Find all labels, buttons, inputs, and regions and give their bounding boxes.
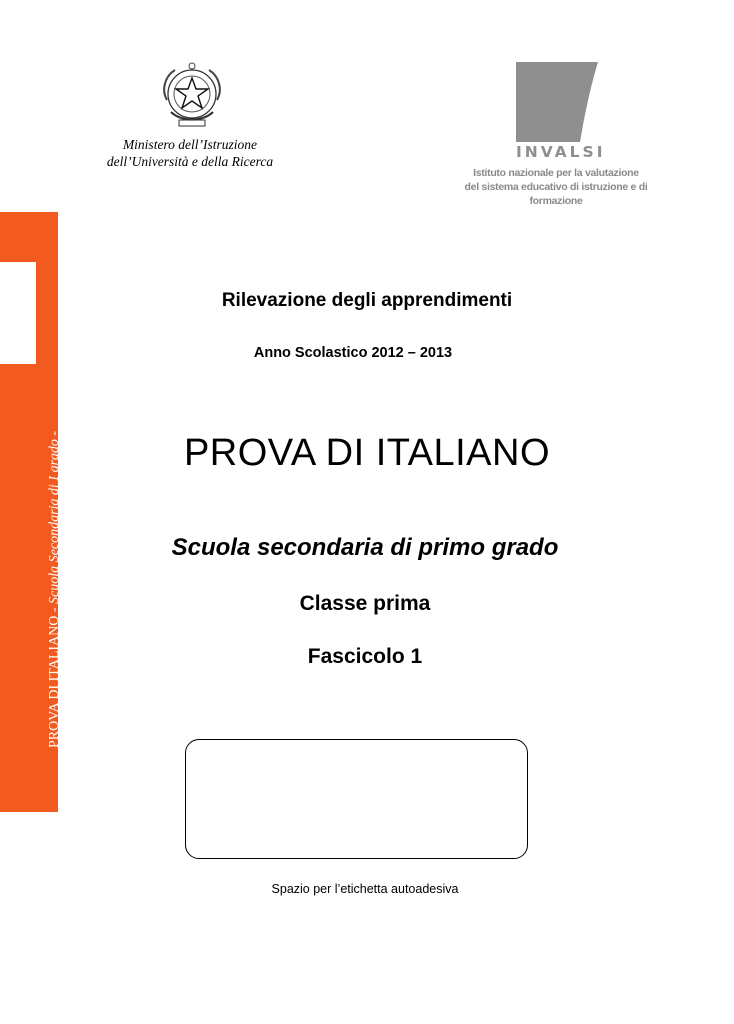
test-title: PROVA DI ITALIANO xyxy=(183,432,551,474)
invalsi-logo-icon xyxy=(516,62,598,142)
class-level: Classe prima xyxy=(299,592,431,615)
school-year: Anno Scolastico 2012 – 2013 xyxy=(253,345,453,361)
booklet-number: Fascicolo 1 xyxy=(307,645,423,668)
ministry-line-1: Ministero dell’Istruzione xyxy=(122,137,258,152)
invalsi-subtitle-line-2: del sistema educativo di istruzione e di formazione xyxy=(464,181,648,207)
school-level: Scuola secondaria di primo grado xyxy=(171,534,559,561)
invalsi-name: INVALSI xyxy=(516,143,606,161)
survey-title: Rilevazione degli apprendimenti xyxy=(221,290,513,311)
italian-republic-emblem-icon xyxy=(157,60,227,132)
sticker-label-caption: Spazio per l’etichetta autoadesiva xyxy=(271,882,459,896)
invalsi-subtitle xyxy=(440,166,672,208)
side-band-text-part-3: Classe Prima xyxy=(47,348,62,428)
ministry-name xyxy=(90,136,290,170)
ministry-line-2: dell’Università e della Ricerca xyxy=(106,154,274,169)
side-band-text-part-1: PROVA DI ITALIANO - xyxy=(47,603,62,748)
invalsi-subtitle-line-1: Istituto nazionale per la valutazione xyxy=(473,167,639,179)
sticker-label-box xyxy=(185,739,528,859)
side-band-text-part-2: Scuola Secondaria di I grado - xyxy=(47,427,62,604)
